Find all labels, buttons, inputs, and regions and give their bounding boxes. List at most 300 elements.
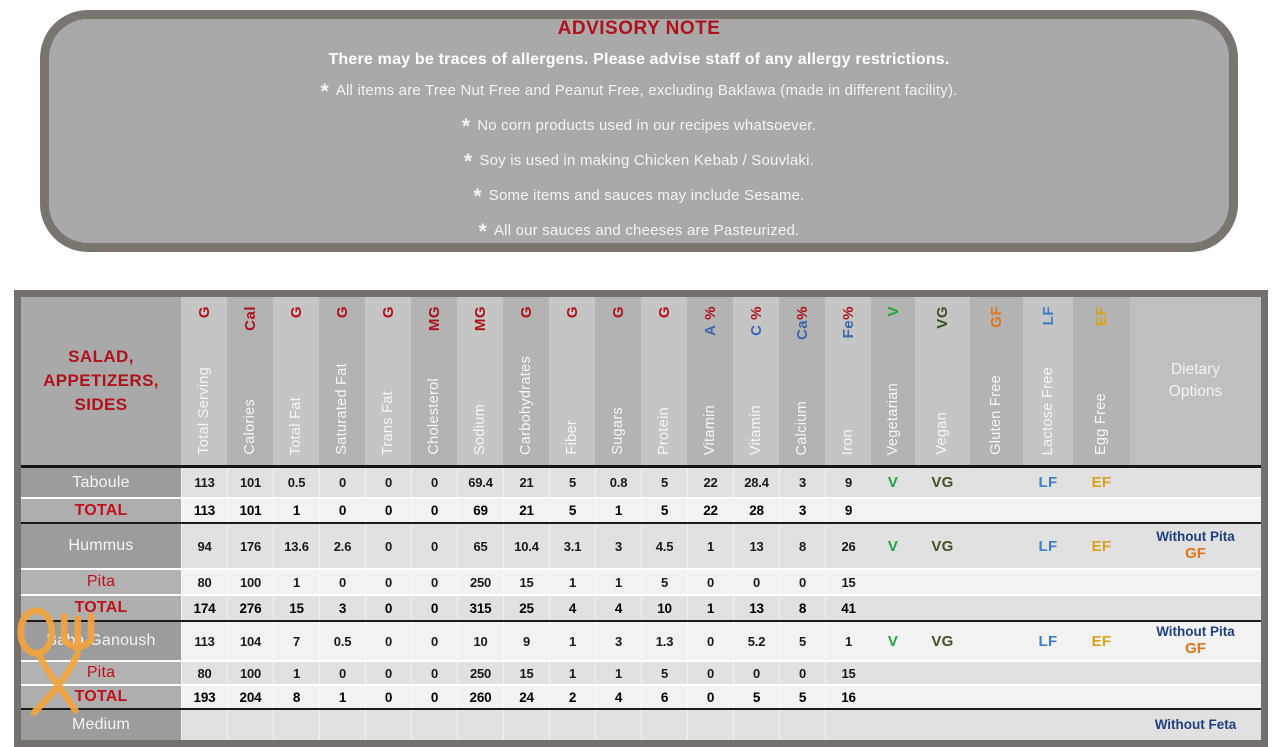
value-cell: 26 [825, 524, 871, 568]
asterisk-icon: * [464, 150, 473, 173]
advisory-bullet-text: All items are Tree Nut Free and Peanut Free, excluding Baklawa (made in different facility). [335, 82, 958, 99]
column-unit-suffix: % [793, 306, 811, 320]
column-label: Saturated Fat [333, 363, 350, 455]
value-cell: 3 [595, 524, 641, 568]
category-title [21, 297, 181, 465]
column-unit-suffix: % [747, 306, 765, 325]
value-cell: 315 [457, 596, 503, 620]
value-cell: 5 [641, 570, 687, 594]
column-unit [989, 306, 1004, 328]
value-cell: 100 [227, 570, 273, 594]
value-cell: 0 [365, 524, 411, 568]
diet-flag-cell [871, 596, 915, 620]
column-unit-text: Fe [839, 319, 857, 339]
dietary-options-cell [1130, 596, 1261, 620]
value-cell: 0 [411, 622, 457, 660]
value-cell: 1 [549, 662, 595, 684]
column-label: Fiber [563, 420, 580, 455]
diet-flag-cell [1073, 570, 1130, 594]
column-unit [335, 306, 350, 318]
value-cell: 0 [365, 596, 411, 620]
row-label: Hummus [21, 524, 181, 568]
value-cell: 101 [227, 499, 273, 522]
value-cell: 9 [503, 622, 549, 660]
value-cell: 8 [779, 596, 825, 620]
column-label: Calories [241, 399, 258, 455]
value-cell: 250 [457, 570, 503, 594]
value-cell: 100 [227, 662, 273, 684]
value-cell: 5 [641, 499, 687, 522]
diet-flag-cell: EF [1091, 537, 1112, 555]
value-cell: 13 [733, 596, 779, 620]
column-header-cholesterol-mg [411, 297, 457, 465]
diet-flag-cell: V [887, 632, 899, 650]
value-cell: 0 [319, 662, 365, 684]
diet-flag-cell [1023, 499, 1073, 522]
value-cell: 1 [687, 596, 733, 620]
diet-flag-cell [970, 662, 1023, 684]
column-label: Cholesterol [425, 378, 442, 455]
diet-flag-cell: EF [1091, 474, 1112, 491]
value-cell: 22 [687, 499, 733, 522]
dietary-options-cell [1130, 570, 1261, 594]
column-header-sugars-g [595, 297, 641, 465]
value-cell: 9 [825, 499, 871, 522]
diet-flag-cell [1023, 686, 1073, 708]
diet-flag-cell [915, 662, 970, 684]
value-cell: 7 [273, 622, 319, 660]
diet-flag-cell [970, 524, 1023, 568]
value-cell [365, 710, 411, 740]
diet-flag-cell [970, 499, 1023, 522]
value-cell: 0 [365, 686, 411, 708]
diet-flag-cell [915, 596, 970, 620]
value-cell: 3 [319, 596, 365, 620]
column-header-saturated-fat-g [319, 297, 365, 465]
value-cell: 5 [641, 468, 687, 497]
category-title-line: APPETIZERS, [43, 371, 159, 391]
value-cell: 0 [733, 570, 779, 594]
dietary-options-cell [1130, 499, 1261, 522]
asterisk-icon: * [473, 185, 482, 208]
value-cell: 0 [411, 662, 457, 684]
column-unit [243, 306, 258, 331]
dietary-options-cell [1130, 686, 1261, 708]
value-cell: 41 [825, 596, 871, 620]
diet-flag-cell [1073, 662, 1130, 684]
advisory-bullet [320, 80, 957, 104]
column-unit-text: G [563, 306, 581, 319]
column-unit [657, 306, 672, 318]
value-cell: 0 [411, 499, 457, 522]
value-cell: 0 [411, 524, 457, 568]
value-cell [457, 710, 503, 740]
advisory-bullet-text: Some items and sauces may include Sesame. [488, 187, 805, 204]
advisory-bullet [462, 115, 816, 139]
value-cell: 101 [227, 468, 273, 497]
diet-flag-cell [915, 686, 970, 708]
column-unit [749, 306, 764, 336]
value-cell: 0 [411, 596, 457, 620]
column-label: Sugars [609, 407, 626, 455]
value-cell: 10.4 [503, 524, 549, 568]
value-cell: 204 [227, 686, 273, 708]
value-cell: 0 [365, 570, 411, 594]
column-label: Egg Free [1093, 392, 1110, 455]
category-title-line: SALAD, [68, 347, 134, 367]
table-row-pita [21, 568, 1261, 594]
value-cell [687, 710, 733, 740]
diet-flag-cell [1023, 662, 1073, 684]
value-cell: 16 [825, 686, 871, 708]
nutrition-table [14, 290, 1268, 747]
value-cell: 69.4 [457, 468, 503, 497]
diet-flag-cell [970, 710, 1023, 740]
value-cell: 21 [503, 468, 549, 497]
value-cell: 3.1 [549, 524, 595, 568]
diet-flag-cell [915, 570, 970, 594]
column-unit [427, 306, 442, 331]
diet-flag-cell: V [887, 537, 899, 555]
dietary-options-cell [1130, 622, 1261, 660]
value-cell: 8 [273, 686, 319, 708]
value-cell: 0 [733, 662, 779, 684]
value-cell: 15 [825, 570, 871, 594]
value-cell [411, 710, 457, 740]
value-cell: 0 [687, 662, 733, 684]
value-cell: 65 [457, 524, 503, 568]
diet-flag-cell [970, 686, 1023, 708]
advisory-title: ADVISORY NOTE [557, 18, 721, 39]
table-row-taboule [21, 468, 1261, 497]
column-unit [1094, 306, 1109, 326]
value-cell: 5 [779, 622, 825, 660]
value-cell: 113 [181, 622, 227, 660]
value-cell: 3 [779, 468, 825, 497]
column-unit-text: V [884, 306, 902, 317]
value-cell: 0 [365, 468, 411, 497]
table-row-total [21, 684, 1261, 708]
value-cell: 15 [273, 596, 319, 620]
value-cell: 15 [503, 662, 549, 684]
diet-flag-cell: VG [931, 632, 954, 650]
diet-flag-cell [970, 622, 1023, 660]
diet-flag-cell: LF [1038, 537, 1058, 555]
column-unit-text: G [379, 306, 397, 319]
diet-flag-cell: VG [931, 474, 954, 491]
column-unit-text: G [517, 306, 535, 319]
row-label: TOTAL [21, 686, 181, 708]
diet-flag-cell: EF [1091, 632, 1112, 650]
value-cell: 4 [595, 686, 641, 708]
value-cell: 1 [595, 499, 641, 522]
value-cell: 15 [503, 570, 549, 594]
value-cell: 0 [365, 622, 411, 660]
column-label: Vegetarian [884, 382, 901, 455]
value-cell: 28 [733, 499, 779, 522]
value-cell: 10 [457, 622, 503, 660]
diet-flag-cell [1023, 710, 1073, 740]
value-cell: 1 [273, 662, 319, 684]
value-cell: 22 [687, 468, 733, 497]
value-cell: 8 [779, 524, 825, 568]
value-cell: 5 [733, 686, 779, 708]
value-cell: 0.5 [273, 468, 319, 497]
column-label: Calcium [793, 400, 810, 455]
value-cell: 0 [779, 662, 825, 684]
value-cell: 1 [273, 499, 319, 522]
column-label: Total Fat [287, 396, 304, 455]
value-cell: 3 [779, 499, 825, 522]
column-header-lactose-free-lf [1023, 297, 1073, 465]
value-cell: 1 [319, 686, 365, 708]
diet-flag-cell [915, 499, 970, 522]
value-cell: 21 [503, 499, 549, 522]
value-cell: 10 [641, 596, 687, 620]
column-unit-text: GF [988, 306, 1005, 328]
value-cell: 4.5 [641, 524, 687, 568]
column-label: Total Serving [195, 367, 212, 455]
value-cell [779, 710, 825, 740]
value-cell: 113 [181, 499, 227, 522]
column-header-total-serving-g [181, 297, 227, 465]
diet-flag-cell [1073, 686, 1130, 708]
column-header-total-fat-g [273, 297, 319, 465]
utensils-logo-icon [6, 606, 118, 724]
column-header-iron-fe [825, 297, 871, 465]
value-cell: 9 [825, 468, 871, 497]
column-label: Trans Fat [379, 390, 396, 455]
value-cell: 15 [825, 662, 871, 684]
value-cell: 0.5 [319, 622, 365, 660]
column-header-sodium-mg [457, 297, 503, 465]
value-cell: 250 [457, 662, 503, 684]
table-body [21, 468, 1261, 740]
value-cell: 1 [273, 570, 319, 594]
column-unit [886, 306, 901, 317]
value-cell [319, 710, 365, 740]
column-unit-text: G [609, 306, 627, 319]
value-cell: 193 [181, 686, 227, 708]
dietary-options-cell [1130, 524, 1261, 568]
advisory-bullet-text: All our sauces and cheeses are Pasteurized. [493, 222, 800, 239]
advisory-subtitle: There may be traces of allergens. Please advise staff of any allergy restrictions. [328, 51, 950, 68]
value-cell [503, 710, 549, 740]
value-cell: 176 [227, 524, 273, 568]
value-cell: 80 [181, 570, 227, 594]
value-cell: 80 [181, 662, 227, 684]
column-unit-text: MG [425, 306, 443, 332]
value-cell [733, 710, 779, 740]
column-unit [795, 306, 810, 340]
column-unit [1041, 306, 1056, 325]
row-label: Taboule [21, 468, 181, 497]
value-cell: 2 [549, 686, 595, 708]
diet-flag-cell: V [887, 474, 899, 491]
value-cell: 1.3 [641, 622, 687, 660]
value-cell: 0 [687, 622, 733, 660]
value-cell: 0 [411, 686, 457, 708]
value-cell: 24 [503, 686, 549, 708]
advisory-bullet [473, 185, 804, 209]
value-cell: 69 [457, 499, 503, 522]
table-row-total [21, 594, 1261, 620]
value-cell: 1 [687, 524, 733, 568]
table-header-row [21, 297, 1261, 468]
diet-flag-cell [970, 596, 1023, 620]
row-label: Baba Ganoush [21, 622, 181, 660]
column-header-calories-cal [227, 297, 273, 465]
column-unit-text: MG [471, 306, 489, 332]
column-unit-text: G [195, 306, 213, 319]
asterisk-icon: * [478, 220, 487, 243]
advisory-bullet-text: No corn products used in our recipes whatsoever. [477, 117, 817, 134]
dietary-gf-flag: GF [1185, 545, 1206, 563]
asterisk-icon: * [461, 115, 471, 138]
value-cell: 4 [595, 596, 641, 620]
column-unit [611, 306, 626, 318]
column-header-calcium-ca [779, 297, 825, 465]
dietary-gf-flag: GF [1185, 640, 1206, 658]
column-label: Iron [839, 428, 856, 455]
diet-flag-cell [871, 686, 915, 708]
column-unit [935, 306, 950, 329]
advisory-bullet-text: Soy is used in making Chicken Kebab / Souvlaki. [479, 152, 814, 169]
column-header-fiber-g [549, 297, 595, 465]
value-cell [227, 710, 273, 740]
value-cell: 5.2 [733, 622, 779, 660]
column-header-trans-fat-g [365, 297, 411, 465]
value-cell: 0 [687, 570, 733, 594]
diet-flag-cell [871, 570, 915, 594]
column-header-protein-g [641, 297, 687, 465]
row-label: Pita [21, 662, 181, 684]
column-label: Vitamin [747, 404, 764, 455]
value-cell: 1 [549, 570, 595, 594]
column-header-vitamin-a [687, 297, 733, 465]
column-label: Lactose Free [1039, 366, 1056, 455]
value-cell: 0 [365, 499, 411, 522]
dietary-note: Without Feta [1154, 716, 1237, 732]
value-cell: 260 [457, 686, 503, 708]
column-label: Carbohydrates [517, 355, 534, 455]
column-label: Protein [655, 406, 672, 455]
value-cell: 94 [181, 524, 227, 568]
value-cell: 0 [411, 570, 457, 594]
column-unit-text: G [655, 306, 673, 319]
column-unit [703, 306, 718, 336]
value-cell: 3 [595, 622, 641, 660]
column-label: Sodium [471, 404, 488, 455]
diet-flag-cell [1023, 570, 1073, 594]
diet-flag-cell [871, 499, 915, 522]
value-cell: 0 [411, 468, 457, 497]
value-cell: 5 [549, 499, 595, 522]
diet-flag-cell [915, 710, 970, 740]
value-cell [549, 710, 595, 740]
value-cell: 0 [319, 499, 365, 522]
diet-flag-cell [970, 570, 1023, 594]
value-cell [595, 710, 641, 740]
column-header-vegetarian-v [871, 297, 915, 465]
column-header-gluten-free-gf [970, 297, 1023, 465]
value-cell: 0 [319, 468, 365, 497]
advisory-bullet [464, 150, 814, 174]
value-cell: 174 [181, 596, 227, 620]
diet-flag-cell: VG [931, 537, 954, 555]
value-cell: 28.4 [733, 468, 779, 497]
row-label: TOTAL [21, 499, 181, 522]
dietary-note: Without Pita [1156, 528, 1235, 544]
diet-flag-cell: LF [1038, 632, 1058, 650]
value-cell: 13 [733, 524, 779, 568]
column-unit-suffix: % [839, 306, 857, 320]
column-header-vitamin-c [733, 297, 779, 465]
value-cell: 13.6 [273, 524, 319, 568]
value-cell: 113 [181, 468, 227, 497]
column-unit [473, 306, 488, 331]
value-cell: 0 [365, 662, 411, 684]
value-cell: 25 [503, 596, 549, 620]
column-unit [519, 306, 534, 318]
dietary-options-header [1130, 297, 1261, 465]
column-unit-suffix: % [701, 306, 719, 325]
column-label: Gluten Free [988, 375, 1005, 455]
value-cell: 1 [549, 622, 595, 660]
diet-flag-cell [1023, 596, 1073, 620]
row-label: Medium [21, 710, 181, 740]
value-cell: 1 [825, 622, 871, 660]
category-title-line: SIDES [74, 394, 128, 414]
column-unit [289, 306, 304, 318]
column-label: Vegan [934, 412, 951, 455]
column-unit-text: EF [1093, 306, 1110, 327]
diet-flag-cell [871, 710, 915, 740]
table-row-total [21, 497, 1261, 522]
table-row-pita [21, 660, 1261, 684]
column-header-egg-free-ef [1073, 297, 1130, 465]
diet-flag-cell [970, 468, 1023, 497]
value-cell [273, 710, 319, 740]
value-cell [825, 710, 871, 740]
row-label: TOTAL [21, 596, 181, 620]
value-cell: 1 [595, 570, 641, 594]
diet-flag-cell: LF [1038, 474, 1058, 491]
value-cell: 0.8 [595, 468, 641, 497]
column-header-vegan-vg [915, 297, 970, 465]
dietary-header-line: Dietary [1170, 360, 1221, 378]
diet-flag-cell [871, 662, 915, 684]
value-cell: 4 [549, 596, 595, 620]
column-unit-text: Ca [793, 319, 811, 341]
column-unit-text: C [747, 324, 765, 336]
column-label: Vitamin [701, 404, 718, 455]
value-cell: 0 [687, 686, 733, 708]
column-unit-text: VG [934, 306, 951, 329]
column-unit-text: G [333, 306, 351, 319]
dietary-note: Without Pita [1156, 623, 1235, 639]
value-cell: 0 [319, 570, 365, 594]
dietary-options-cell [1130, 710, 1261, 740]
value-cell: 104 [227, 622, 273, 660]
table-row-baba-ganoush [21, 620, 1261, 660]
value-cell: 5 [641, 662, 687, 684]
value-cell [181, 710, 227, 740]
value-cell: 0 [779, 570, 825, 594]
dietary-options-cell [1130, 662, 1261, 684]
value-cell [641, 710, 687, 740]
column-unit [565, 306, 580, 318]
